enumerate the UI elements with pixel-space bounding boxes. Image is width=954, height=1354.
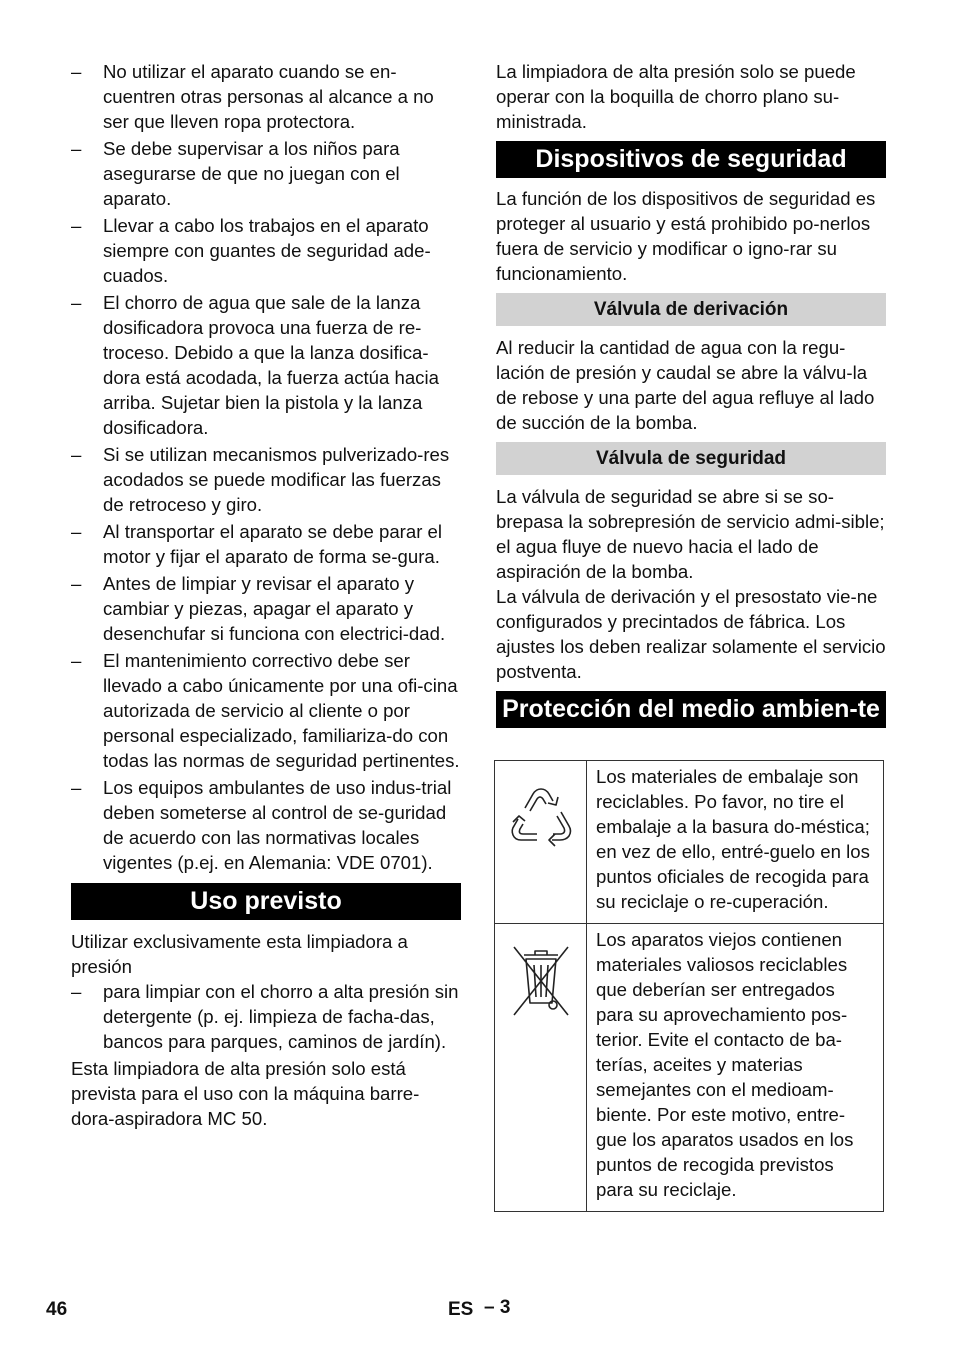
uso-intro: Utilizar exclusivamente esta limpiadora a presión — [71, 931, 408, 977]
recycle-text: Los materiales de embalaje son reciclables. Po favor, no tire el embalaje a la basura do-méstica; en vez de ello, entré-guelo en los puntos oficiales de recogida para su reciclaje o re-cuperación. — [587, 761, 884, 924]
table-row — [495, 924, 884, 1212]
page-number: 46 — [46, 1299, 68, 1320]
valvula-derivacion-heading: Válvula de derivación — [496, 293, 886, 326]
list-item: – Si se utilizan mecanismos pulverizado-res acodados se puede modificar las fuerzas de retroceso y giro. — [71, 442, 461, 517]
crossed-bin-text: Los aparatos viejos contienen materiales valiosos reciclables que deberían ser entregados para su aprovechamiento pos-terior. Evite el contacto de ba-terías, aceites y materias semejantes con el medioam-biente. Por este motivo, entre-gue los aparatos usados en los puntos de recogida previstos para su reciclaje. — [587, 924, 884, 1212]
list-item: – El chorro de agua que sale de la lanza dosificadora provoca una fuerza de re-troceso. Debido a que la lanza dosifica-dora está acodada, la fuerza actúa hacia arriba. Sujetar bien la pistola y la lanza dosificadora. — [71, 290, 461, 440]
list-item: – No utilizar el aparato cuando se en-cuentren otras personas al alcance a no ser que lleven ropa protectora. — [71, 59, 461, 134]
sub-page-number: – 3 — [484, 1297, 511, 1318]
environment-table — [494, 760, 884, 1212]
language-code: ES — [448, 1299, 474, 1320]
list-item: – Antes de limpiar y revisar el aparato y cambiar y piezas, apagar el aparato y desenchufar si funciona con electrici-dad. — [71, 571, 461, 646]
list-item: – Los equipos ambulantes de uso indus-trial deben someterse al control de se-guridad de acuerdo con las normativas locales vigentes (p.ej. en Alemania: VDE 0701). — [71, 775, 461, 875]
valvula-seguridad-heading: Válvula de seguridad — [496, 442, 886, 475]
list-item: – Al transportar el aparato se debe parar el motor y fijar el aparato de forma se-gura. — [71, 519, 461, 569]
crossed-bin-icon — [506, 1004, 576, 1025]
dispositivos-heading: Dispositivos de seguridad — [496, 141, 886, 178]
uso-list — [71, 979, 461, 1054]
valvula-seguridad-text: La válvula de seguridad se abre si se so-brepasa la sobrepresión de servicio admi-sible; el agua fluye de nuevo hacia el lado de aspiración de la bomba. — [496, 486, 885, 582]
list-item: – El mantenimiento correctivo debe ser llevado a cabo únicamente por una ofi-cina autorizada de servicio al cliente o por personal especializado, familiariza-do con todas las normas de seguridad pertinentes. — [71, 648, 461, 773]
uso-previsto-heading: Uso previsto — [71, 883, 461, 920]
valvula-derivacion-text: Al reducir la cantidad de agua con la regu-lación de presión y caudal se abre la válvu-la de rebose y una parte del agua refluye al lado de succión de la bomba. — [496, 337, 875, 433]
uso-text: Esta limpiadora de alta presión solo está prevista para el uso con la máquina barre-dora-aspiradora MC 50. — [71, 1058, 420, 1129]
safety-list — [71, 59, 461, 875]
right-column — [496, 59, 886, 1212]
left-column — [71, 59, 461, 1131]
dispositivos-text: La función de los dispositivos de seguridad es proteger al usuario y está prohibido po-nerlos fuera de servicio y modificar o igno-rar su funcionamiento. — [496, 188, 876, 284]
medio-ambiente-heading: Protección del medio ambien-te — [496, 691, 886, 728]
table-row — [495, 761, 884, 924]
valvula-seguridad-text-2: La válvula de derivación y el presostato vie-ne configurados y precintados de fábrica. Los ajustes los deben realizar solamente el servicio postventa. — [496, 586, 886, 682]
recycle-icon — [503, 841, 579, 862]
list-item: – para limpiar con el chorro a alta presión sin detergente (p. ej. limpieza de facha-das, bancos para parques, caminos de jardín). — [71, 979, 461, 1054]
intro-paragraph: La limpiadora de alta presión solo se puede operar con la boquilla de chorro plano su-ministrada. — [496, 61, 856, 132]
list-item: – Se debe supervisar a los niños para asegurarse de que no juegan con el aparato. — [71, 136, 461, 211]
list-item: – Llevar a cabo los trabajos en el aparato siempre con guantes de seguridad ade-cuados. — [71, 213, 461, 288]
